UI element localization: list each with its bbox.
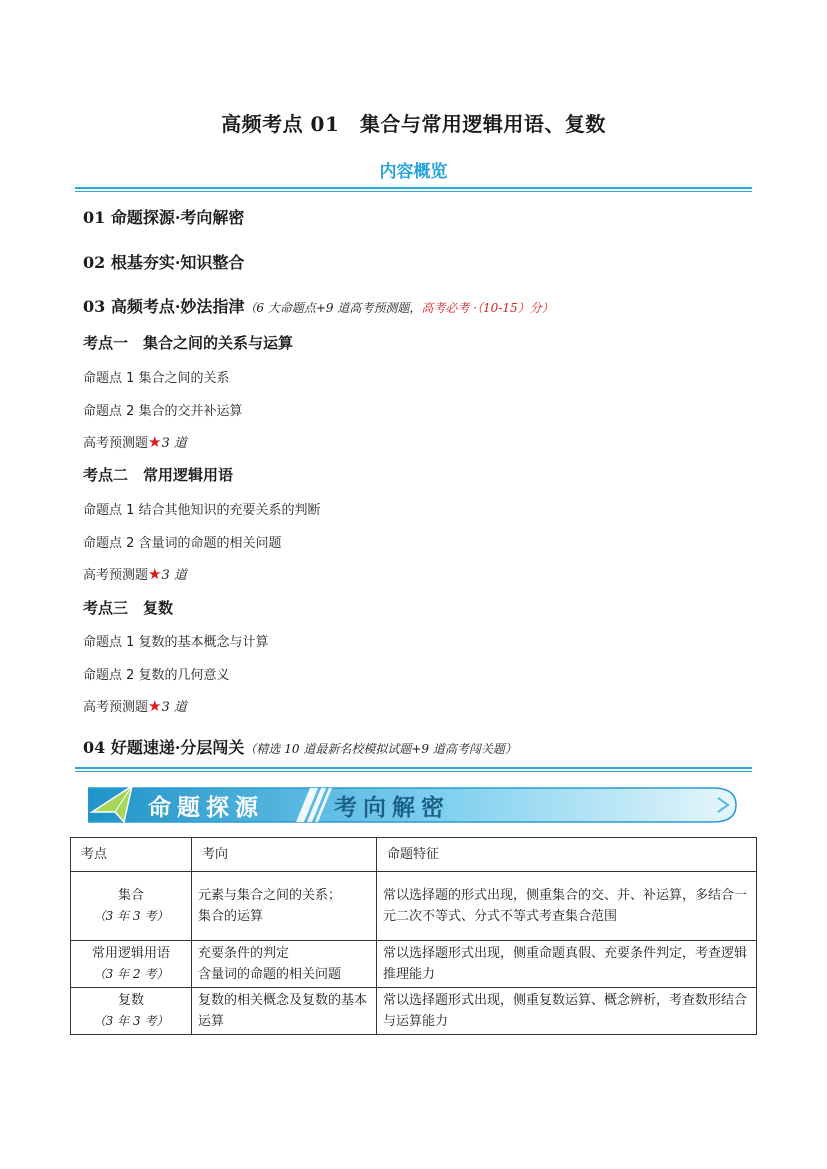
star-icon: ★ xyxy=(148,565,162,583)
column-header: 考点 xyxy=(71,838,192,872)
mingtidian-item: 命题点 2 复数的几何意义 xyxy=(83,668,230,683)
table-row xyxy=(71,988,757,1035)
direction-line: 集合的运算 xyxy=(198,909,264,924)
divider-bottom-thin xyxy=(75,771,752,772)
table-row xyxy=(71,872,757,941)
column-header: 考向 xyxy=(192,838,377,872)
topic-years: （3 年 3 考） xyxy=(93,909,169,923)
predict-count: 3 道 xyxy=(161,436,187,451)
star-icon: ★ xyxy=(148,697,162,715)
topic-name: 集合 xyxy=(117,888,144,903)
predict-line xyxy=(83,564,187,583)
section-01: 01 命题探源·考向解密 xyxy=(83,208,245,227)
banner-left-text: 命题探源 xyxy=(148,794,264,821)
direction-line: 含量词的命题的相关问题 xyxy=(198,967,342,982)
section-04-note: （精选 10 道最新名校模拟试题+9 道高考闯关题） xyxy=(244,742,517,756)
divider-bottom xyxy=(75,767,752,769)
section-03-note-red: 高考必考 ·（10-15）分） xyxy=(421,301,554,315)
kaodian-1-heading: 考点一 集合之间的关系与运算 xyxy=(83,334,294,352)
topic-cell xyxy=(71,988,192,1035)
section-04-title: 04 好题速递·分层闯关 xyxy=(83,738,245,757)
direction-cell xyxy=(192,872,377,941)
topic-name: 复数 xyxy=(117,993,144,1008)
page-title: 高频考点 01 集合与常用逻辑用语、复数 xyxy=(221,112,606,136)
kaodian-3-heading: 考点三 复数 xyxy=(83,599,174,617)
predict-count: 3 道 xyxy=(161,568,187,583)
feature-cell: 常以选择题形式出现，侧重复数运算、概念辨析，考查数形结合与运算能力 xyxy=(377,988,757,1035)
divider-top-thin xyxy=(75,191,752,192)
topic-cell xyxy=(71,872,192,941)
predict-label: 高考预测题 xyxy=(83,568,149,583)
topic-cell xyxy=(71,941,192,988)
section-02: 02 根基夯实·知识整合 xyxy=(83,253,245,272)
predict-line xyxy=(83,696,187,715)
section-03-title: 03 高频考点·妙法指津 xyxy=(83,297,245,316)
mingtidian-item: 命题点 1 结合其他知识的充要关系的判断 xyxy=(83,503,321,518)
predict-label: 高考预测题 xyxy=(83,436,149,451)
feature-cell: 常以选择题形式出现，侧重命题真假、充要条件判定，考查逻辑推理能力 xyxy=(377,941,757,988)
exam-analysis-table xyxy=(70,837,757,1035)
content-overview-heading: 内容概览 xyxy=(379,162,448,182)
column-header: 命题特征 xyxy=(377,838,757,872)
table-header-row xyxy=(71,838,757,872)
mingtidian-item: 命题点 1 复数的基本概念与计算 xyxy=(83,635,269,650)
feature-cell: 常以选择题的形式出现，侧重集合的交、并、补运算，多结合一元二次不等式、分式不等式考查集合范围 xyxy=(377,872,757,941)
divider-top xyxy=(75,187,752,189)
kaodian-2-heading: 考点二 常用逻辑用语 xyxy=(83,466,234,484)
section-04 xyxy=(83,735,517,758)
direction-cell xyxy=(192,941,377,988)
topic-years: （3 年 2 考） xyxy=(93,967,169,981)
topic-name: 常用逻辑用语 xyxy=(91,946,170,961)
star-icon: ★ xyxy=(148,433,162,451)
direction-line: 充要条件的判定 xyxy=(198,946,290,961)
predict-line xyxy=(83,432,187,451)
mingtidian-item: 命题点 1 集合之间的关系 xyxy=(83,371,230,386)
banner-right-text: 考向解密 xyxy=(334,794,450,821)
predict-label: 高考预测题 xyxy=(83,700,149,715)
predict-count: 3 道 xyxy=(161,700,187,715)
table-row xyxy=(71,941,757,988)
section-banner xyxy=(88,782,738,828)
direction-cell: 复数的相关概念及复数的基本运算 xyxy=(192,988,377,1035)
mingtidian-item: 命题点 2 含量词的命题的相关问题 xyxy=(83,536,282,551)
mingtidian-item: 命题点 2 集合的交并补运算 xyxy=(83,404,243,419)
section-03-note: （6 大命题点+9 道高考预测题， xyxy=(244,301,422,315)
section-03 xyxy=(83,294,554,317)
topic-years: （3 年 3 考） xyxy=(93,1014,169,1028)
direction-line: 元素与集合之间的关系； xyxy=(198,888,342,903)
